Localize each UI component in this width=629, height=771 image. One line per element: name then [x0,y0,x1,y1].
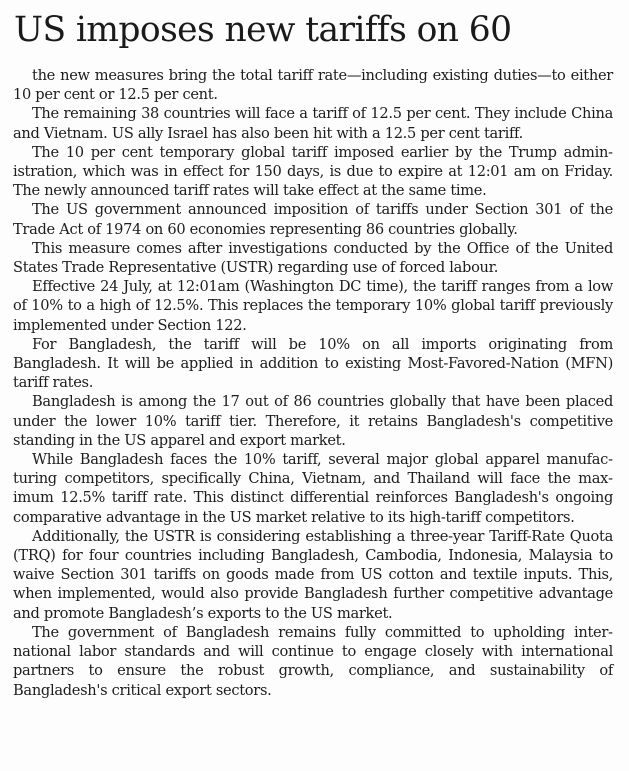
article-paragraph: Additionally, the USTR is considering establishing a three-year Tariff-Rate Quota (TRQ) for four countries including Bangladesh, Cambodia, Indonesia, Malaysia to waive Section 301 tariffs on goods made from US cotton and textile inputs. This, when implemented, would also provide Bangladesh further competitive advantage and promote Bangladesh’s exports to the US market. [13,527,613,622]
article-paragraph: Bangladesh is among the 17 out of 86 countries globally that have been placed under the lower 10% tariff tier. Therefore, it retains Bangladesh's competitive standing in the US apparel and export market. [13,393,613,449]
article-paragraph: The 10 per cent temporary global tariff imposed earlier by the Trump administration, which was in effect for 150 days, is due to expire at 12:01 am on Friday. The newly announced tariff rates will take effect at the same time. [13,143,613,200]
article-paragraph: the new measures bring the total tariff rate—including existing duties—to either 10 per cent or 12.5 per cent. [13,67,613,104]
article-paragraph: The remaining 38 countries will face a tariff of 12.5 per cent. They include China and Vietnam. US ally Israel has also been hit with a 12.5 per cent tariff. [13,105,613,142]
article-paragraph: While Bangladesh faces the 10% tariff, several major global apparel manufacturing competitors, specifically China, Vietnam, and Thailand will face the maximum 12.5% tariff rate. This distinct differential reinforces Bangladesh's ongoing comparative advantage in the US market relative to its high-tariff competitors. [13,451,613,526]
article-paragraph: For Bangladesh, the tariff will be 10% on all imports originating from Bangladesh. It will be applied in addition to existing Most-Favored-Nation (MFN) tariff rates. [13,335,613,392]
article-paragraph: Effective 24 July, at 12:01am (Washington DC time), the tariff ranges from a low of 10% to a high of 12.5%. This replaces the temporary 10% global tariff previously implemented under Section 122. [13,278,613,334]
article-paragraph: The government of Bangladesh remains fully committed to upholding international labor standards and will continue to engage closely with international partners to ensure the robust growth, compliance, and sustainability of Bangladesh's critical export sectors. [13,623,613,699]
article-paragraph: The US government announced imposition of tariffs under Section 301 of the Trade Act of 1974 on 60 economies representing 86 countries globally. [13,201,613,238]
article-body [13,66,613,700]
article-paragraph: This measure comes after investigations conducted by the Office of the United States Trade Representative (USTR) regarding use of forced labour. [13,239,613,277]
headline: US imposes new tariffs on 60 [14,10,512,50]
